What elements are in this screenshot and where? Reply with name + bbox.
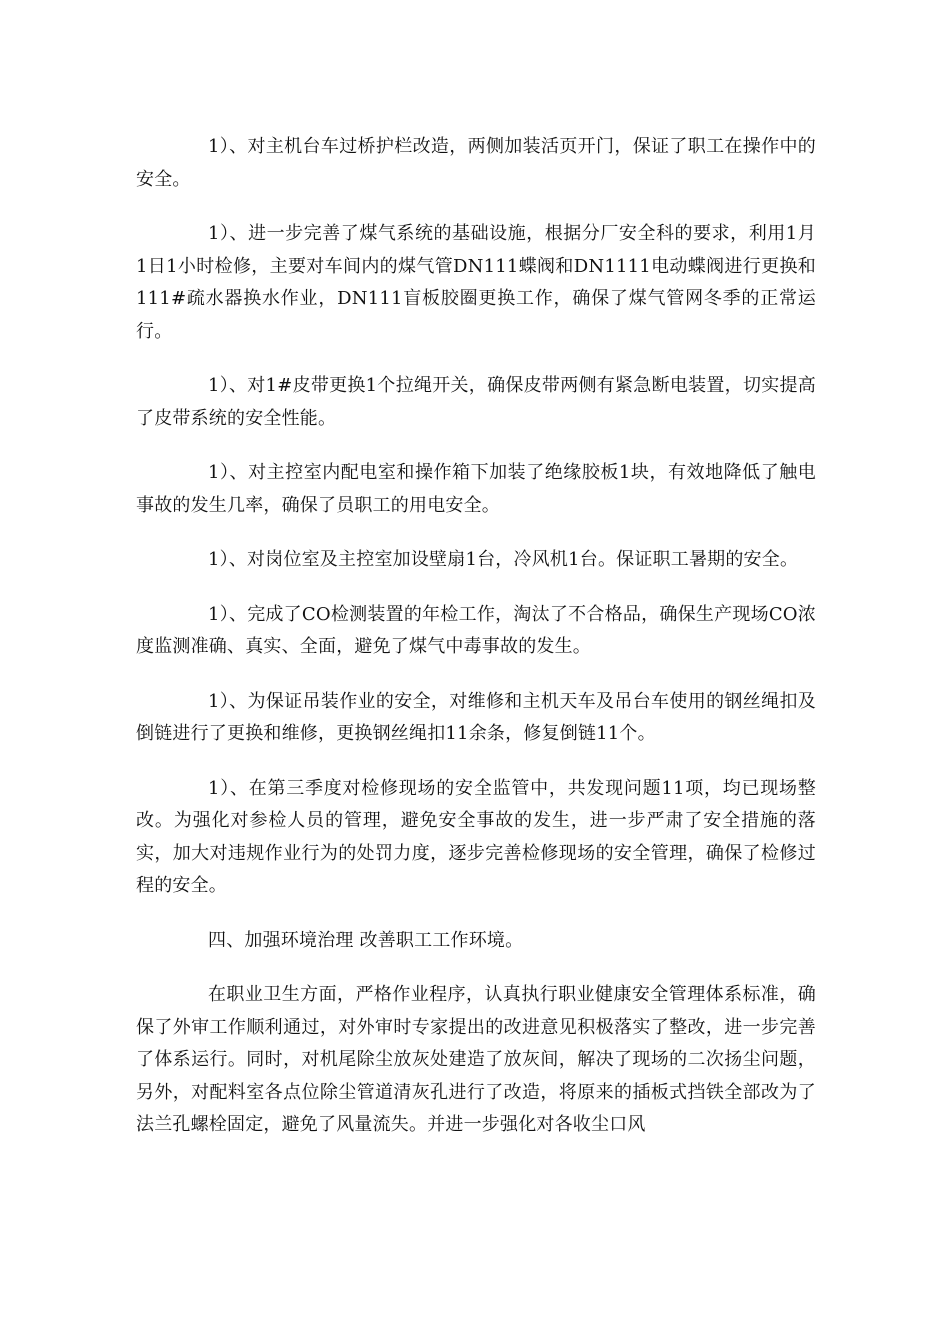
paragraph-insulation-mat: 1）、对主控室内配电室和操作箱下加装了绝缘胶板1块，有效地降低了触电事故的发生几率，确保了员职工的用电安全。 xyxy=(136,462,816,516)
paragraph-wire-rope: 1）、为保证吊装作业的安全，对维修和主机天车及吊台车使用的钢丝绳扣及倒链进行了更换和维修，更换钢丝绳扣11余条，修复倒链11个。 xyxy=(136,690,816,744)
paragraph-inspection-supervision: 1）、在第三季度对检修现场的安全监管中，共发现问题11项，均已现场整改。为强化对参检人员的管理，避免安全事故的发生，进一步严肃了安全措施的落实，加大对违规作业行为的处罚力度，逐步完善检修现场的安全管理，确保了检修过程的安全。 xyxy=(136,777,816,896)
paragraph-belt-switch: 1）、对1#皮带更换1个拉绳开关，确保皮带两侧有紧急断电装置，切实提高了皮带系统的安全性能。 xyxy=(136,375,816,429)
document-body xyxy=(136,131,816,1164)
paragraph-occupational-health: 在职业卫生方面，严格作业程序，认真执行职业健康安全管理体系标准，确保了外审工作顺利通过，对外审时专家提出的改进意见积极落实了整改，进一步完善了体系运行。同时，对机尾除尘放灰处建造了放灰间，解决了现场的二次扬尘问题，另外，对配料室各点位除尘管道清灰孔进行了改造，将原来的插板式挡铁全部改为了法兰孔螺栓固定，避免了风量流失。并进一步强化对各收尘口风 xyxy=(136,984,816,1135)
paragraph-co-detection: 1）、完成了CO检测装置的年检工作，淘汰了不合格品，确保生产现场CO浓度监测准确、真实、全面，避免了煤气中毒事故的发生。 xyxy=(136,603,816,657)
section-heading-environment: 四、加强环境治理 改善职工工作环境。 xyxy=(208,929,524,951)
paragraph-bridge-railing: 1）、对主机台车过桥护栏改造，两侧加装活页开门，保证了职工在操作中的安全。 xyxy=(136,136,816,190)
paragraph-gas-system: 1）、进一步完善了煤气系统的基础设施，根据分厂安全科的要求，利用1月1日1小时检修，主要对车间内的煤气管DN111蝶阀和DN1111电动蝶阀进行更换和111#疏水器换水作业，DN111盲板胶圈更换工作，确保了煤气管网冬季的正常运行。 xyxy=(136,223,816,342)
paragraph-fans: 1）、对岗位室及主控室加设壁扇1台，冷风机1台。保证职工暑期的安全。 xyxy=(208,549,799,570)
